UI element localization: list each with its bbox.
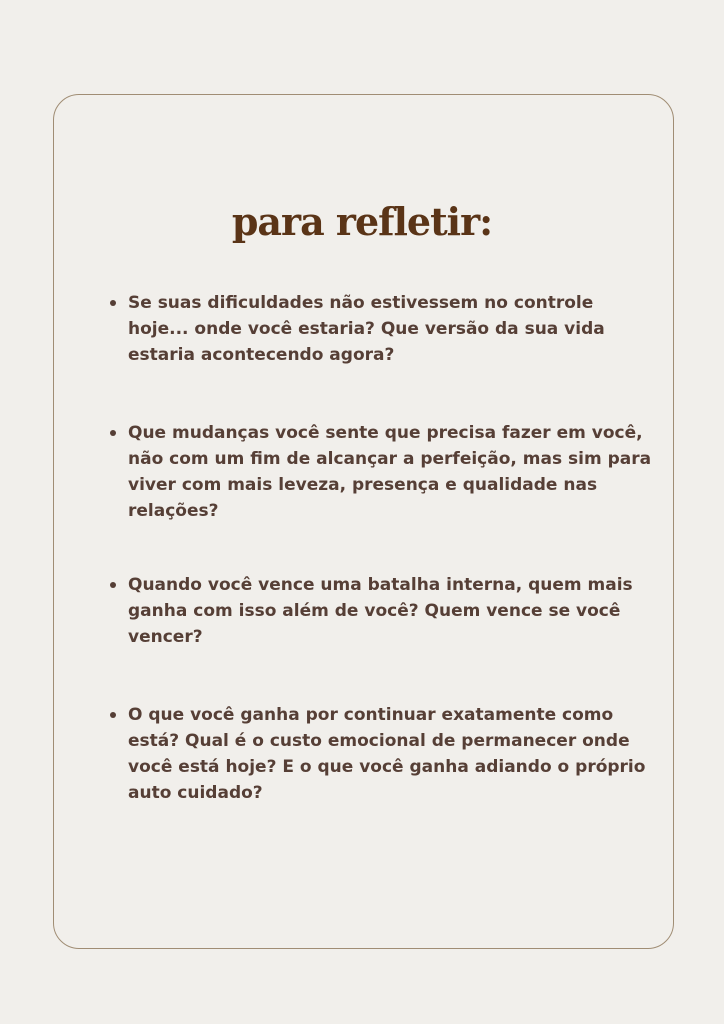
list-item [106, 702, 658, 806]
question-text: O que você ganha por continuar exatamente como está? Qual é o custo emocional de permanecer onde você está hoje? E o que você ganha adiando o próprio auto cuidado? [128, 705, 646, 803]
list-item [106, 290, 658, 368]
bullet-icon [110, 430, 116, 436]
bullet-icon [110, 712, 116, 718]
question-text: Que mudanças você sente que precisa fazer em você, não com um fim de alcançar a perfeição, mas sim para viver com mais leveza, presença e qualidade nas relações? [128, 423, 652, 521]
question-text: Quando você vence uma batalha interna, quem mais ganha com isso além de você? Quem vence se você vencer? [128, 575, 633, 647]
page-title: para refletir: [231, 199, 493, 244]
question-text: Se suas dificuldades não estivessem no controle hoje... onde você estaria? Que versão da sua vida estaria acontecendo agora? [128, 293, 605, 365]
list-item [106, 572, 658, 650]
bullet-icon [110, 300, 116, 306]
list-item [106, 420, 658, 524]
bullet-icon [110, 582, 116, 588]
